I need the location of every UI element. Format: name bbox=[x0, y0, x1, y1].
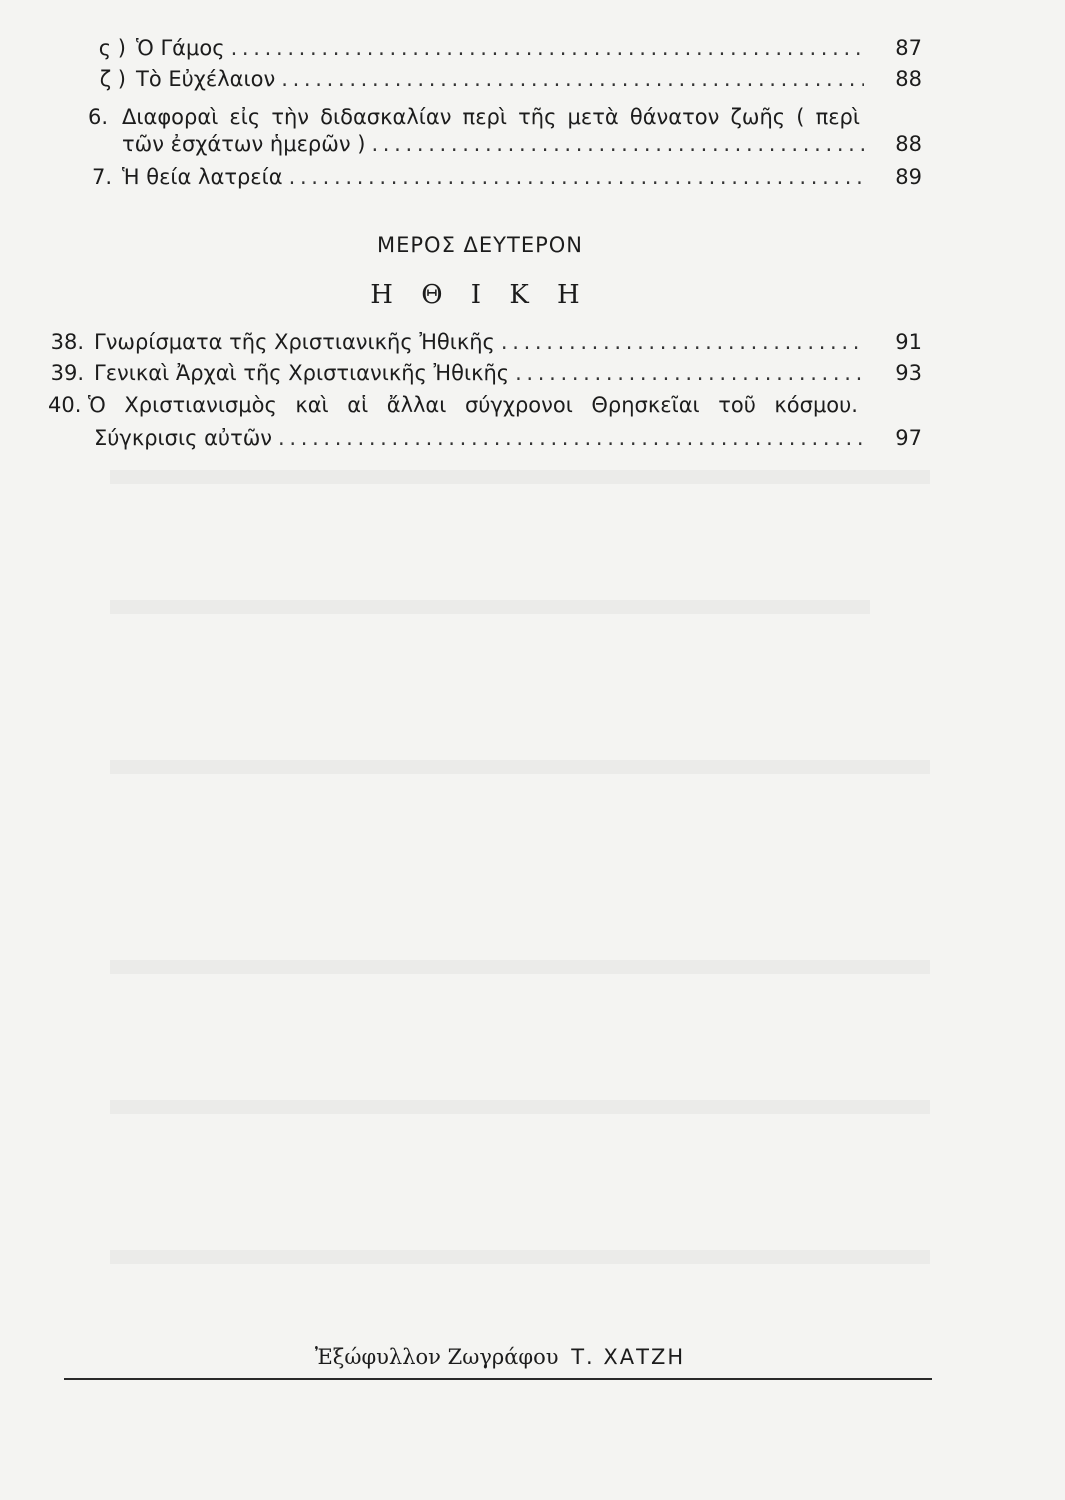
cover-credit-artist: Τ. ΧΑΤΖΗ bbox=[571, 1345, 686, 1369]
dot-leader bbox=[515, 359, 864, 387]
toc-entry bbox=[76, 34, 922, 62]
part-title: ΜΕΡΟΣ ΔΕΥΤΕΡΟΝ bbox=[377, 233, 583, 257]
bottom-rule bbox=[64, 1378, 932, 1380]
toc-entry bbox=[122, 130, 922, 158]
toc-entry-page: 89 bbox=[895, 165, 922, 189]
dot-leader bbox=[281, 65, 864, 93]
toc-entry-label-line1: Ὁ Χριστιανισμὸς καὶ αἱ ἄλλαι σύγχρονοι Θρησκεῖαι τοῦ κόσμου. bbox=[88, 393, 858, 417]
toc-entry-label-line2: τῶν ἐσχάτων ἡμερῶν ) bbox=[122, 132, 366, 156]
toc-entry bbox=[76, 65, 922, 93]
toc-entry-label-line2: Σύγκρισις αὐτῶν bbox=[94, 426, 273, 450]
toc-entry-label-line1: Διαφοραὶ εἰς τὴν διδασκαλίαν περὶ τῆς μετὰ θάνατον ζωῆς ( περὶ bbox=[122, 105, 860, 129]
toc-entry-label: Ὁ Γάμος bbox=[136, 36, 225, 60]
dot-leader bbox=[289, 163, 864, 191]
toc-entry-page: 88 bbox=[895, 132, 922, 156]
bleed-through bbox=[110, 1250, 930, 1264]
toc-entry bbox=[44, 359, 922, 387]
dot-leader bbox=[278, 424, 864, 452]
toc-entry-number: 7. bbox=[91, 165, 112, 189]
toc-entry-label: Τὸ Εὐχέλαιον bbox=[136, 67, 276, 91]
toc-entry-page: 88 bbox=[895, 67, 922, 91]
dot-leader bbox=[371, 130, 864, 158]
toc-entry bbox=[44, 328, 922, 356]
bleed-through bbox=[110, 1100, 930, 1114]
cover-credit bbox=[0, 1345, 1000, 1369]
toc-entry-number: ς ) bbox=[98, 36, 126, 60]
toc-entry-page: 87 bbox=[895, 36, 922, 60]
dot-leader bbox=[501, 328, 864, 356]
toc-entry-label: Γενικαὶ Ἀρχαὶ τῆς Χριστιανικῆς Ἠθικῆς bbox=[94, 361, 510, 385]
dot-leader bbox=[231, 34, 864, 62]
cover-credit-text: Ἐξώφυλλον Ζωγράφου bbox=[314, 1345, 559, 1369]
bleed-through bbox=[110, 760, 930, 774]
toc-entry bbox=[80, 163, 922, 191]
toc-entry-number: 40. bbox=[48, 393, 82, 417]
toc-entry-number: ζ ) bbox=[99, 67, 126, 91]
toc-entry-number: 39. bbox=[50, 361, 84, 385]
bleed-through bbox=[110, 470, 930, 484]
toc-entry-page: 97 bbox=[895, 426, 922, 450]
toc-entry-page: 93 bbox=[895, 361, 922, 385]
bleed-through bbox=[110, 960, 930, 974]
toc-entry bbox=[94, 424, 922, 452]
bleed-through bbox=[110, 600, 870, 614]
toc-entry-number: 6. bbox=[88, 105, 109, 129]
section-title: Η Θ Ι Κ Η bbox=[370, 280, 590, 310]
toc-entry-number: 38. bbox=[50, 330, 84, 354]
toc-entry-label: Ἡ θεία λατρεία bbox=[122, 165, 283, 189]
toc-entry-label: Γνωρίσματα τῆς Χριστιανικῆς Ἠθικῆς bbox=[94, 330, 495, 354]
toc-entry-page: 91 bbox=[895, 330, 922, 354]
